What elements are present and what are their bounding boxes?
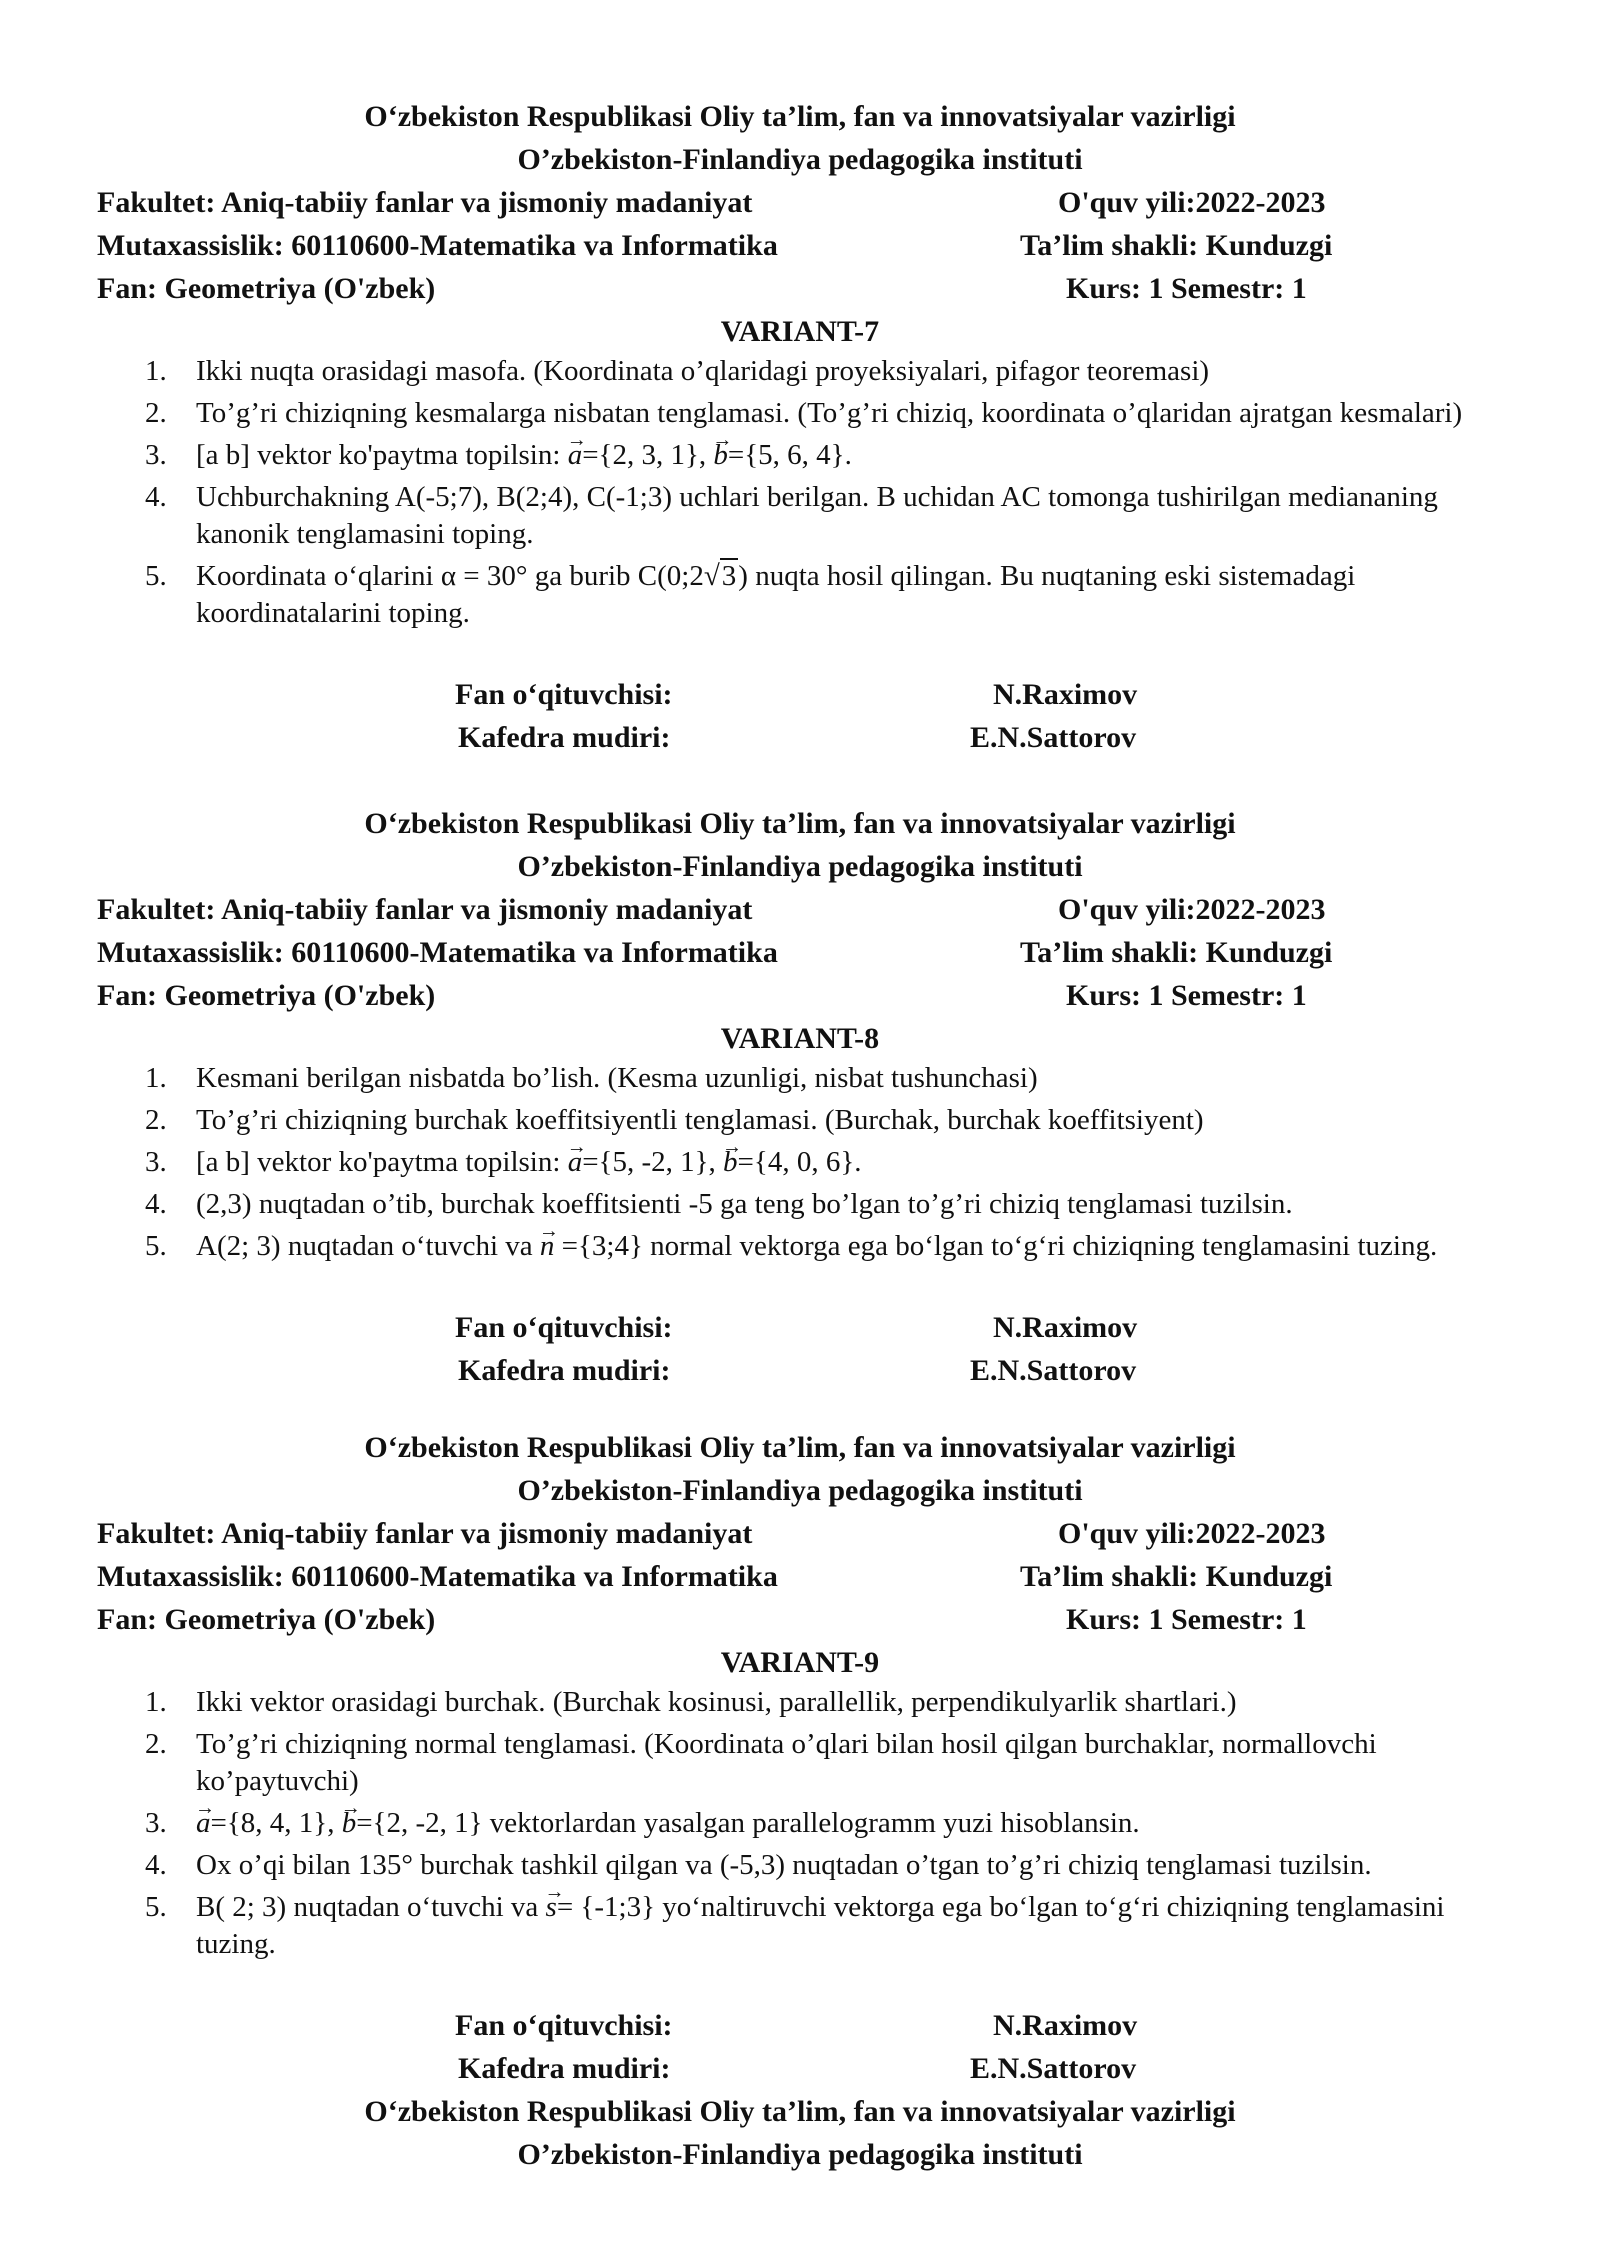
course-semester: Kurs: 1 Semestr: 1 xyxy=(1066,979,1307,1012)
subject: Fan: Geometriya (O'zbek) xyxy=(97,979,436,1012)
variant-title: VARIANT-8 xyxy=(720,1022,880,1055)
vector-b: → b xyxy=(723,1146,738,1178)
question-item: 3. → a={8, 4, 1}, → b={2, -2, 1} vektorlardan yasalgan parallelogramm yuzi hisoblansin. xyxy=(0,1805,1600,1842)
subject: Fan: Geometriya (O'zbek) xyxy=(97,272,436,305)
faculty: Fakultet: Aniq-tabiiy fanlar va jismoniy madaniyat xyxy=(97,1517,753,1550)
institute-title: O’zbekiston-Finlandiya pedagogika instituti xyxy=(517,143,1083,176)
vector-b: → b xyxy=(713,439,728,471)
specialty: Mutaxassislik: 60110600-Matematika va Informatika xyxy=(97,229,778,262)
specialty: Mutaxassislik: 60110600-Matematika va Informatika xyxy=(97,936,778,969)
variant-9-section xyxy=(0,1426,1600,2176)
teacher-signature: Fan o‘qituvchisi: N.Raximov xyxy=(455,2009,1138,2042)
question-item: 5. B( 2; 3) nuqtadan o‘tuvchi va → s= {-1;3} yo‘naltiruvchi vektorga ega bo‘lgan to‘g‘ri chiziqning tenglamasini tuzing. xyxy=(0,1889,1600,1963)
ministry-title: O‘zbekiston Respublikasi Oliy ta’lim, fan va innovatsiyalar vazirligi xyxy=(364,2095,1236,2128)
course-semester: Kurs: 1 Semestr: 1 xyxy=(1066,1603,1307,1636)
question-list xyxy=(0,353,1600,632)
specialty: Mutaxassislik: 60110600-Matematika va Informatika xyxy=(97,1560,778,1593)
faculty-row xyxy=(0,1512,1600,1555)
academic-year: O'quv yili:2022-2023 xyxy=(1058,893,1326,926)
specialty-row xyxy=(0,224,1600,267)
sqrt-radicand: 3 xyxy=(721,560,737,592)
ministry-title: O‘zbekiston Respublikasi Oliy ta’lim, fan va innovatsiyalar vazirligi xyxy=(364,807,1236,840)
question-item: 1. Ikki nuqta orasidagi masofa. (Koordinata o’qlaridagi proyeksiyalari, pifagor teoremasi) xyxy=(145,355,1210,387)
variant-title: VARIANT-9 xyxy=(720,1646,880,1679)
variant-title: VARIANT-7 xyxy=(720,315,880,348)
question-list xyxy=(0,1684,1600,1963)
faculty-row xyxy=(0,888,1600,931)
question-item: 2. To’g’ri chiziqning kesmalarga nisbatan tenglamasi. (To’g’ri chiziq, koordinata o’qlaridan ajratgan kesmalari) xyxy=(145,397,1463,429)
academic-year: O'quv yili:2022-2023 xyxy=(1058,186,1326,219)
question-item: 2. To’g’ri chiziqning burchak koeffitsiyentli tenglamasi. (Burchak, burchak koeffitsiyent) xyxy=(145,1104,1204,1136)
head-signature: Kafedra mudiri: E.N.Sattorov xyxy=(458,721,1137,754)
ministry-title: O‘zbekiston Respublikasi Oliy ta’lim, fan va innovatsiyalar vazirligi xyxy=(364,1431,1236,1464)
head-signature: Kafedra mudiri: E.N.Sattorov xyxy=(458,1354,1137,1387)
institute-title: O’zbekiston-Finlandiya pedagogika instituti xyxy=(517,850,1083,883)
vector-n: → n xyxy=(540,1230,555,1262)
question-item: 4. Ox o’qi bilan 135° burchak tashkil qilgan va (-5,3) nuqtadan o’tgan to’g’ri chiziq tenglamasi tuzilsin. xyxy=(145,1849,1372,1881)
institute-title: O’zbekiston-Finlandiya pedagogika instituti xyxy=(517,2138,1083,2171)
subject-row xyxy=(0,974,1600,1017)
teacher-signature: Fan o‘qituvchisi: N.Raximov xyxy=(455,1311,1138,1344)
question-item: 5. A(2; 3) nuqtadan o‘tuvchi va → n ={3;4} normal vektorga ega bo‘lgan to‘g‘ri chiziqning tenglamasini tuzing. xyxy=(0,1228,1600,1265)
question-item: 4. Uchburchakning A(-5;7), B(2;4), C(-1;3) uchlari berilgan. B uchidan AC tomonga tushirilgan mediananing kanonik tenglamasini toping. xyxy=(145,481,1438,550)
variant-7-section xyxy=(0,95,1600,759)
academic-year: O'quv yili:2022-2023 xyxy=(1058,1517,1326,1550)
variant-8-section xyxy=(0,802,1600,1392)
subject-row xyxy=(0,267,1600,310)
question-item: 2. To’g’ri chiziqning normal tenglamasi. (Koordinata o’qlari bilan hosil qilgan burchaklar, normallovchi ko’paytuvchi) xyxy=(145,1728,1377,1797)
question-item: 4. (2,3) nuqtadan o’tib, burchak koeffitsienti -5 ga teng bo’lgan to’g’ri chiziq tenglamasi tuzilsin. xyxy=(145,1188,1293,1220)
question-item: 1. Ikki vektor orasidagi burchak. (Burchak kosinusi, parallellik, perpendikulyarlik shartlari.) xyxy=(145,1686,1237,1718)
vector-s: → s xyxy=(546,1891,557,1923)
subject: Fan: Geometriya (O'zbek) xyxy=(97,1603,436,1636)
study-form: Ta’lim shakli: Kunduzgi xyxy=(1020,936,1333,969)
vector-a: → a xyxy=(568,439,583,471)
faculty: Fakultet: Aniq-tabiiy fanlar va jismoniy madaniyat xyxy=(97,893,753,926)
question-item: 5. Koordinata o‘qlarini α = 30° ga burib C(0;2√3) nuqta hosil qilingan. Bu nuqtaning eski sistemadagi koordinatalarini toping. xyxy=(145,560,1356,629)
question-list xyxy=(0,1060,1600,1265)
teacher-signature: Fan o‘qituvchisi: N.Raximov xyxy=(455,678,1138,711)
faculty: Fakultet: Aniq-tabiiy fanlar va jismoniy madaniyat xyxy=(97,186,753,219)
head-signature: Kafedra mudiri: E.N.Sattorov xyxy=(458,2052,1137,2085)
vector-b: → b xyxy=(342,1807,357,1839)
subject-row xyxy=(0,1598,1600,1641)
question-item: 1. Kesmani berilgan nisbatda bo’lish. (Kesma uzunligi, nisbat tushunchasi) xyxy=(145,1062,1038,1094)
specialty-row xyxy=(0,1555,1600,1598)
specialty-row xyxy=(0,931,1600,974)
vector-a: → a xyxy=(196,1807,211,1839)
question-item: 3. [a b] vektor ko'paytma topilsin: → a={5, -2, 1}, → b={4, 0, 6}. xyxy=(0,1144,1600,1181)
ministry-title: O‘zbekiston Respublikasi Oliy ta’lim, fan va innovatsiyalar vazirligi xyxy=(364,100,1236,133)
study-form: Ta’lim shakli: Kunduzgi xyxy=(1020,1560,1333,1593)
question-item: 3. [a b] vektor ko'paytma topilsin: → a={2, 3, 1}, → b={5, 6, 4}. xyxy=(0,437,1600,474)
course-semester: Kurs: 1 Semestr: 1 xyxy=(1066,272,1307,305)
vector-a: → a xyxy=(568,1146,583,1178)
faculty-row xyxy=(0,181,1600,224)
study-form: Ta’lim shakli: Kunduzgi xyxy=(1020,229,1333,262)
institute-title: O’zbekiston-Finlandiya pedagogika instituti xyxy=(517,1474,1083,1507)
